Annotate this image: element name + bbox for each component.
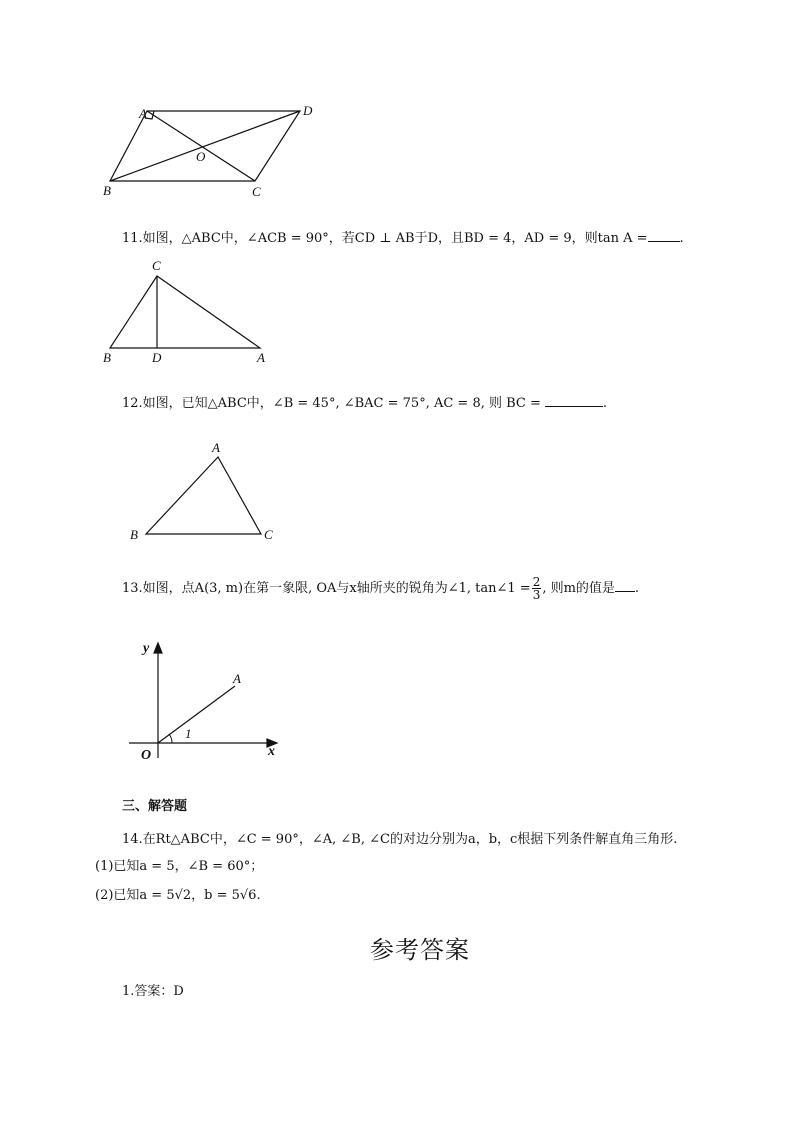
label-d: D: [303, 103, 313, 118]
q11-label-d: D: [152, 350, 162, 365]
section-heading: 三、解答题: [122, 799, 188, 814]
question-13: [122, 574, 639, 604]
diagonal-bd: [110, 111, 300, 181]
question-14-stem: 14.在Rt△ABC中，∠C = 90°，∠A, ∠B, ∠C的对边分别为a，b，c根据下列条件解直角三角形.: [122, 832, 678, 847]
q11-label-b: B: [103, 350, 111, 365]
question-14-part2: (2)已知a = 5√2，b = 5√6.: [95, 888, 261, 903]
q13-fraction: [532, 576, 542, 601]
answer-1: 1.答案：D: [122, 984, 184, 999]
q11-label-a: A: [257, 350, 265, 365]
q13-text: 13.如图，点A(3, m)在第一象限, OA与x轴所夹的锐角为∠1, tan∠1 =: [122, 581, 531, 596]
q12-label-a: A: [212, 440, 220, 455]
q11-triangle: [110, 276, 260, 348]
label-a: A: [139, 106, 147, 121]
parallelogram-figure: [95, 98, 325, 203]
q12-label-b: B: [130, 527, 138, 542]
q13-label-x: x: [268, 744, 275, 759]
q13-frac-den: 3: [532, 588, 541, 602]
q13-coordinate-figure: [125, 636, 285, 766]
q12-triangle: [146, 457, 261, 534]
diagonal-ac: [147, 111, 255, 181]
q13-label-y: y: [143, 641, 150, 656]
question-14-part1: (1)已知a = 5，∠B = 60°；: [95, 859, 264, 874]
q13-label-a: A: [233, 671, 241, 686]
q12-text: 12.如图，已知△ABC中，∠B = 45°, ∠BAC = 75°, AC = 8, 则 BC =: [122, 396, 541, 411]
q13-answer-blank: [615, 579, 635, 592]
label-c: C: [252, 184, 261, 199]
q11-answer-blank: [648, 229, 680, 242]
q11-label-c: C: [152, 258, 161, 273]
q12-triangle-figure: [124, 437, 284, 547]
label-b: B: [103, 183, 111, 198]
q11-triangle-figure: [100, 256, 280, 368]
q13-label-o: O: [141, 748, 152, 763]
q11-period: .: [679, 231, 684, 246]
question-11: [122, 229, 684, 248]
q11-text: 11.如图，△ABC中，∠ACB = 90°，若CD ⊥ AB于D，且BD = 4，AD = 9，则tan A =: [122, 231, 648, 246]
q12-answer-blank: [545, 394, 603, 407]
q13-y-arrow: [154, 643, 162, 653]
q13-label-angle: 1: [185, 726, 192, 741]
q12-label-c: C: [264, 527, 273, 542]
answers-title: 参考答案: [370, 936, 470, 964]
q13-period: .: [634, 581, 640, 596]
q13-angle-arc: [169, 734, 172, 743]
q13-frac-num: 2: [532, 575, 541, 589]
label-o: O: [196, 149, 206, 164]
q12-period: .: [602, 396, 608, 411]
question-12: [122, 394, 607, 413]
q13-text-after: , 则m的值是: [542, 581, 615, 596]
